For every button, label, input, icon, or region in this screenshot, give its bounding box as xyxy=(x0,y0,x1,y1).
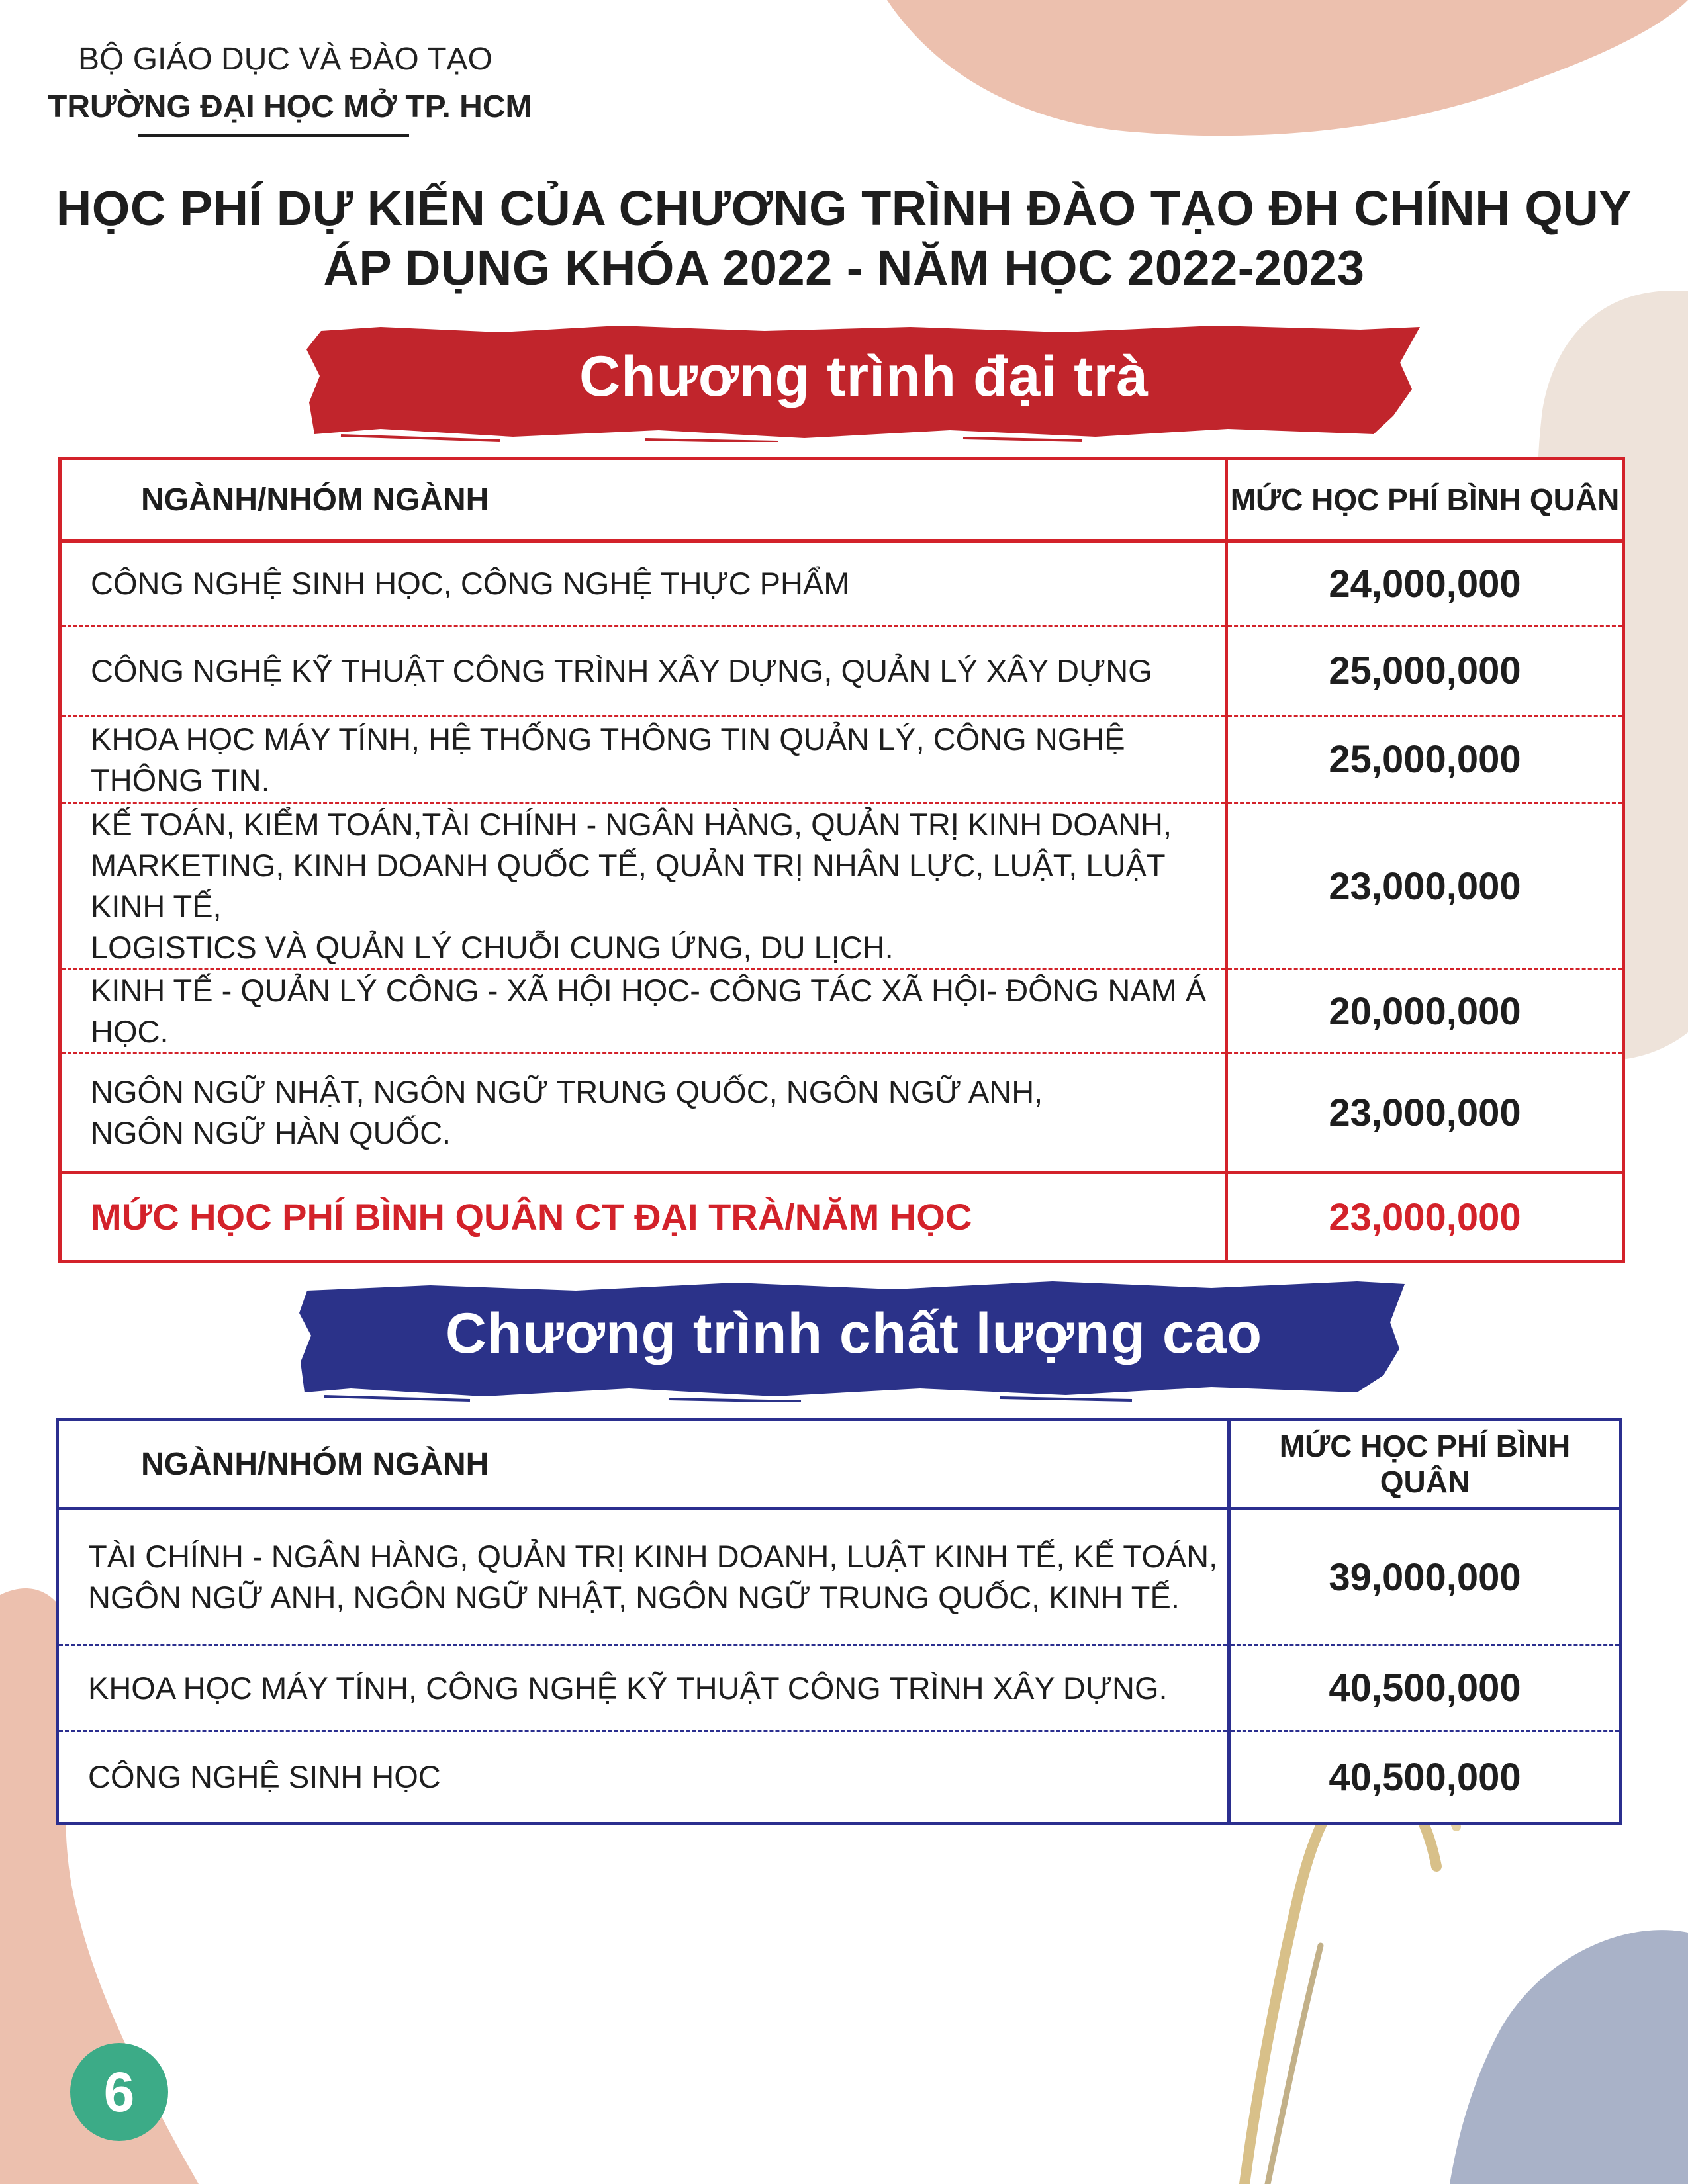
average-fee: 23,000,000 xyxy=(1227,1173,1624,1262)
major-name-line: NGÔN NGỮ NHẬT, NGÔN NGỮ TRUNG QUỐC, NGÔN NGỮ ANH, xyxy=(91,1074,1043,1109)
page-title-line2: ÁP DỤNG KHÓA 2022 - NĂM HỌC 2022-2023 xyxy=(323,240,1365,295)
major-name xyxy=(60,803,1227,970)
page-title-line1: HỌC PHÍ DỰ KIẾN CỦA CHƯƠNG TRÌNH ĐÀO TẠO ĐH CHÍNH QUY xyxy=(56,181,1632,236)
table-row xyxy=(60,716,1624,803)
table-row xyxy=(58,1731,1621,1824)
university-name: TRƯỜNG ĐẠI HỌC MỞ TP. HCM xyxy=(48,89,532,124)
slate-blob-bottom-right xyxy=(1450,1930,1688,2184)
major-name: KINH TẾ - QUẢN LÝ CÔNG - XÃ HỘI HỌC- CÔNG TÁC XÃ HỘI- ĐÔNG NAM Á HỌC. xyxy=(60,970,1227,1054)
major-name xyxy=(60,1054,1227,1173)
fee-value: 40,500,000 xyxy=(1229,1645,1621,1731)
major-name-line: LOGISTICS VÀ QUẢN LÝ CHUỖI CUNG ỨNG, DU LỊCH. xyxy=(91,930,894,965)
header-underline xyxy=(138,134,409,137)
fee-value: 24,000,000 xyxy=(1227,541,1624,626)
major-name xyxy=(58,1509,1229,1645)
major-name: CÔNG NGHỆ KỸ THUẬT CÔNG TRÌNH XÂY DỰNG, QUẢN LÝ XÂY DỰNG xyxy=(60,626,1227,716)
major-name: CÔNG NGHỆ SINH HỌC xyxy=(58,1731,1229,1824)
fee-value: 40,500,000 xyxy=(1229,1731,1621,1824)
table-header-row xyxy=(60,459,1624,541)
fee-value: 25,000,000 xyxy=(1227,626,1624,716)
major-name-line: NGÔN NGỮ HÀN QUỐC. xyxy=(91,1115,451,1150)
table-row xyxy=(60,1054,1624,1173)
high-quality-program-banner-label: Chương trình chất lượng cao xyxy=(445,1302,1263,1365)
table-header-row xyxy=(58,1420,1621,1509)
table-row xyxy=(60,970,1624,1054)
table-row xyxy=(58,1645,1621,1731)
column-header-major: NGÀNH/NHÓM NGÀNH xyxy=(60,459,1227,541)
column-header-fee: MỨC HỌC PHÍ BÌNH QUÂN xyxy=(1227,459,1624,541)
major-name: KHOA HỌC MÁY TÍNH, HỆ THỐNG THÔNG TIN QUẢN LÝ, CÔNG NGHỆ THÔNG TIN. xyxy=(60,716,1227,803)
fee-value: 23,000,000 xyxy=(1227,803,1624,970)
major-name-line: NGÔN NGỮ ANH, NGÔN NGỮ NHẬT, NGÔN NGỮ TRUNG QUỐC, KINH TẾ. xyxy=(88,1580,1180,1615)
table-row xyxy=(58,1509,1621,1645)
major-name-line: TÀI CHÍNH - NGÂN HÀNG, QUẢN TRỊ KINH DOANH, LUẬT KINH TẾ, KẾ TOÁN, xyxy=(88,1539,1218,1574)
column-header-major: NGÀNH/NHÓM NGÀNH xyxy=(58,1420,1229,1509)
average-row xyxy=(60,1173,1624,1262)
page-number-badge: 6 xyxy=(70,2043,168,2141)
table-row xyxy=(60,626,1624,716)
ministry-name: BỘ GIÁO DỤC VÀ ĐÀO TẠO xyxy=(78,42,492,77)
gold-ribbon xyxy=(1244,1780,1436,2184)
standard-program-banner-label: Chương trình đại trà xyxy=(579,345,1149,408)
fee-value: 23,000,000 xyxy=(1227,1054,1624,1173)
column-header-fee: MỨC HỌC PHÍ BÌNH QUÂN xyxy=(1229,1420,1621,1509)
major-name: CÔNG NGHỆ SINH HỌC, CÔNG NGHỆ THỰC PHẨM xyxy=(60,541,1227,626)
fee-value: 20,000,000 xyxy=(1227,970,1624,1054)
table-row xyxy=(60,803,1624,970)
fee-value: 39,000,000 xyxy=(1329,1555,1521,1599)
major-name-line: KẾ TOÁN, KIỂM TOÁN,TÀI CHÍNH - NGÂN HÀNG, QUẢN TRỊ KINH DOANH, xyxy=(91,807,1172,842)
average-label: MỨC HỌC PHÍ BÌNH QUÂN CT ĐẠI TRÀ/NĂM HỌC xyxy=(60,1173,1227,1262)
pink-blob-top-right xyxy=(887,0,1688,136)
major-name: KHOA HỌC MÁY TÍNH, CÔNG NGHỆ KỸ THUẬT CÔNG TRÌNH XÂY DỰNG. xyxy=(58,1645,1229,1731)
standard-fee-table xyxy=(58,457,1625,1263)
high-quality-fee-table xyxy=(56,1418,1622,1825)
table-row xyxy=(60,541,1624,626)
major-name-line: MARKETING, KINH DOANH QUỐC TẾ, QUẢN TRỊ NHÂN LỰC, LUẬT, LUẬT KINH TẾ, xyxy=(91,848,1165,924)
fee-value: 25,000,000 xyxy=(1227,716,1624,803)
